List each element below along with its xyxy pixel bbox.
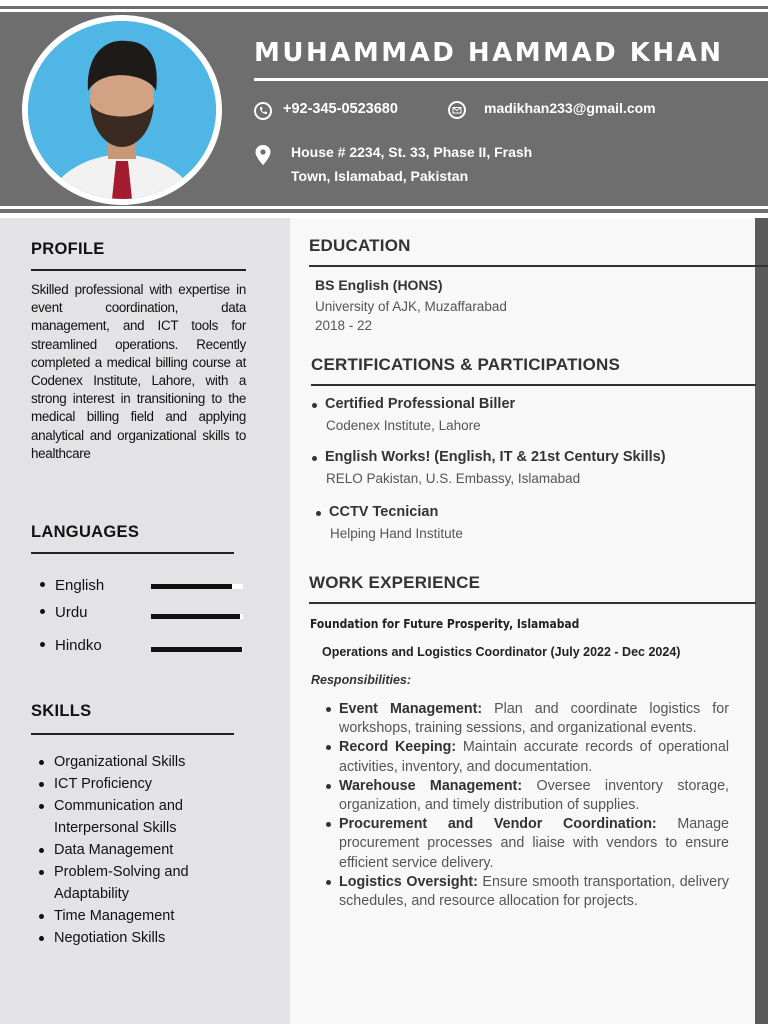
- email-icon: [448, 101, 466, 119]
- language-item-hindko: [31, 637, 243, 657]
- skill-item: Time Management: [31, 905, 261, 927]
- certification-item: [325, 396, 515, 433]
- certifications-heading-rule: [311, 384, 756, 386]
- skill-item: Communication and Interpersonal Skills: [31, 795, 231, 839]
- education-university: University of AJK, Muzaffarabad: [315, 299, 507, 314]
- work-experience-heading-rule: [309, 602, 756, 604]
- responsibility-label: Warehouse Management:: [339, 777, 523, 794]
- location-pin-icon: [255, 145, 271, 165]
- language-item-urdu: [31, 604, 243, 624]
- address-line-1: House # 2234, St. 33, Phase II, Frash: [291, 144, 533, 160]
- skills-heading-rule: [31, 733, 234, 735]
- certification-org: Helping Hand Institute: [330, 526, 463, 541]
- header-top-rule: [0, 6, 768, 9]
- responsibility-item: [339, 738, 729, 776]
- bullet-icon: [40, 582, 45, 587]
- responsibility-label: Record Keeping:: [339, 739, 457, 756]
- skill-item: Organizational Skills: [31, 751, 261, 773]
- responsibility-label: Procurement and Vendor Coordination:: [339, 816, 657, 833]
- responsibility-item: [339, 777, 729, 815]
- right-edge-bar: [755, 218, 768, 1024]
- email-address[interactable]: madikhan233@gmail.com: [484, 100, 656, 116]
- home-address: [291, 140, 532, 188]
- skill-item: Negotiation Skills: [31, 927, 261, 949]
- language-level-bar: [151, 614, 243, 619]
- job-title: Operations and Logistics Coordinator (July 2022 - Dec 2024): [322, 645, 681, 659]
- responsibility-item: [339, 815, 729, 873]
- profile-photo: [28, 21, 216, 199]
- certification-org: Codenex Institute, Lahore: [326, 418, 481, 433]
- education-heading-rule: [309, 265, 768, 267]
- certification-title: Certified Professional Biller: [325, 396, 516, 412]
- address-line-2: Town, Islamabad, Pakistan: [291, 168, 469, 184]
- responsibility-text: Manage procurement processes and liaise with vendors to ensure efficient service delivery.: [339, 816, 729, 871]
- bullet-icon: [40, 642, 45, 647]
- responsibility-text: Maintain accurate records of operational activities, inventory, and documentation.: [339, 739, 730, 775]
- header-bottom-rule: [0, 209, 768, 213]
- responsibilities-list: [339, 700, 729, 911]
- skills-list: [31, 751, 261, 949]
- responsibility-text: Plan and coordinate logistics for workshops, training sessions, and organizational events.: [339, 701, 729, 737]
- language-name: Urdu: [55, 604, 88, 621]
- work-experience-heading: WORK EXPERIENCE: [309, 573, 481, 592]
- language-level-fill: [151, 614, 240, 619]
- responsibility-item: [339, 873, 729, 911]
- language-level-bar: [151, 647, 243, 652]
- skill-item: Data Management: [31, 839, 261, 861]
- certification-item: [325, 449, 666, 486]
- skill-item: ICT Proficiency: [31, 773, 261, 795]
- language-name: Hindko: [55, 637, 102, 654]
- education-heading: EDUCATION: [309, 236, 411, 255]
- languages-heading-rule: [31, 552, 234, 554]
- name-underline: [254, 78, 768, 81]
- employer-name: Foundation for Future Prosperity, Islamabad: [310, 616, 580, 631]
- language-name: English: [55, 577, 105, 594]
- responsibility-item: [339, 700, 729, 738]
- languages-heading: LANGUAGES: [31, 523, 140, 541]
- certification-org: RELO Pakistan, U.S. Embassy, Islamabad: [326, 471, 581, 486]
- responsibility-label: Event Management:: [339, 701, 483, 717]
- responsibility-label: Logistics Oversight:: [339, 873, 478, 890]
- responsibilities-label: Responsibilities:: [311, 673, 412, 687]
- language-level-bar: [151, 584, 243, 589]
- certifications-heading: CERTIFICATIONS & PARTICIPATIONS: [311, 355, 621, 374]
- responsibility-text: Oversee inventory storage, organization, and timely distribution of supplies.: [339, 777, 730, 814]
- education-years: 2018 - 22: [315, 318, 373, 333]
- language-item-english: [31, 577, 243, 597]
- certification-title: English Works! (English, IT & 21st Century Skills): [325, 449, 666, 465]
- certification-title: CCTV Tecnician: [329, 504, 463, 520]
- bullet-icon: [40, 609, 45, 614]
- skill-item: Problem-Solving and Adaptability: [31, 861, 231, 905]
- language-level-fill: [151, 584, 232, 589]
- profile-heading-rule: [31, 269, 246, 271]
- certification-item: [329, 504, 463, 541]
- phone-icon: [254, 102, 272, 120]
- profile-heading: PROFILE: [31, 240, 105, 258]
- phone-number[interactable]: +92-345-0523680: [283, 101, 398, 117]
- education-degree: BS English (HONS): [315, 277, 443, 293]
- profile-summary: Skilled professional with expertise in event coordination, data management, and ICT tools for streamlined operations. Recently completed a medical billing course at Codenex Institute, Lahore, with a strong interest in transitioning to the medical billing field and applying analytical and organizational skills to healthcare: [31, 282, 246, 461]
- responsibility-text: Ensure smooth transportation, delivery schedules, and resource allocation for projects.: [339, 873, 729, 910]
- language-level-fill: [151, 647, 242, 652]
- candidate-name: MUHAMMAD HAMMAD KHAN: [254, 38, 724, 68]
- skills-heading: SKILLS: [31, 702, 92, 720]
